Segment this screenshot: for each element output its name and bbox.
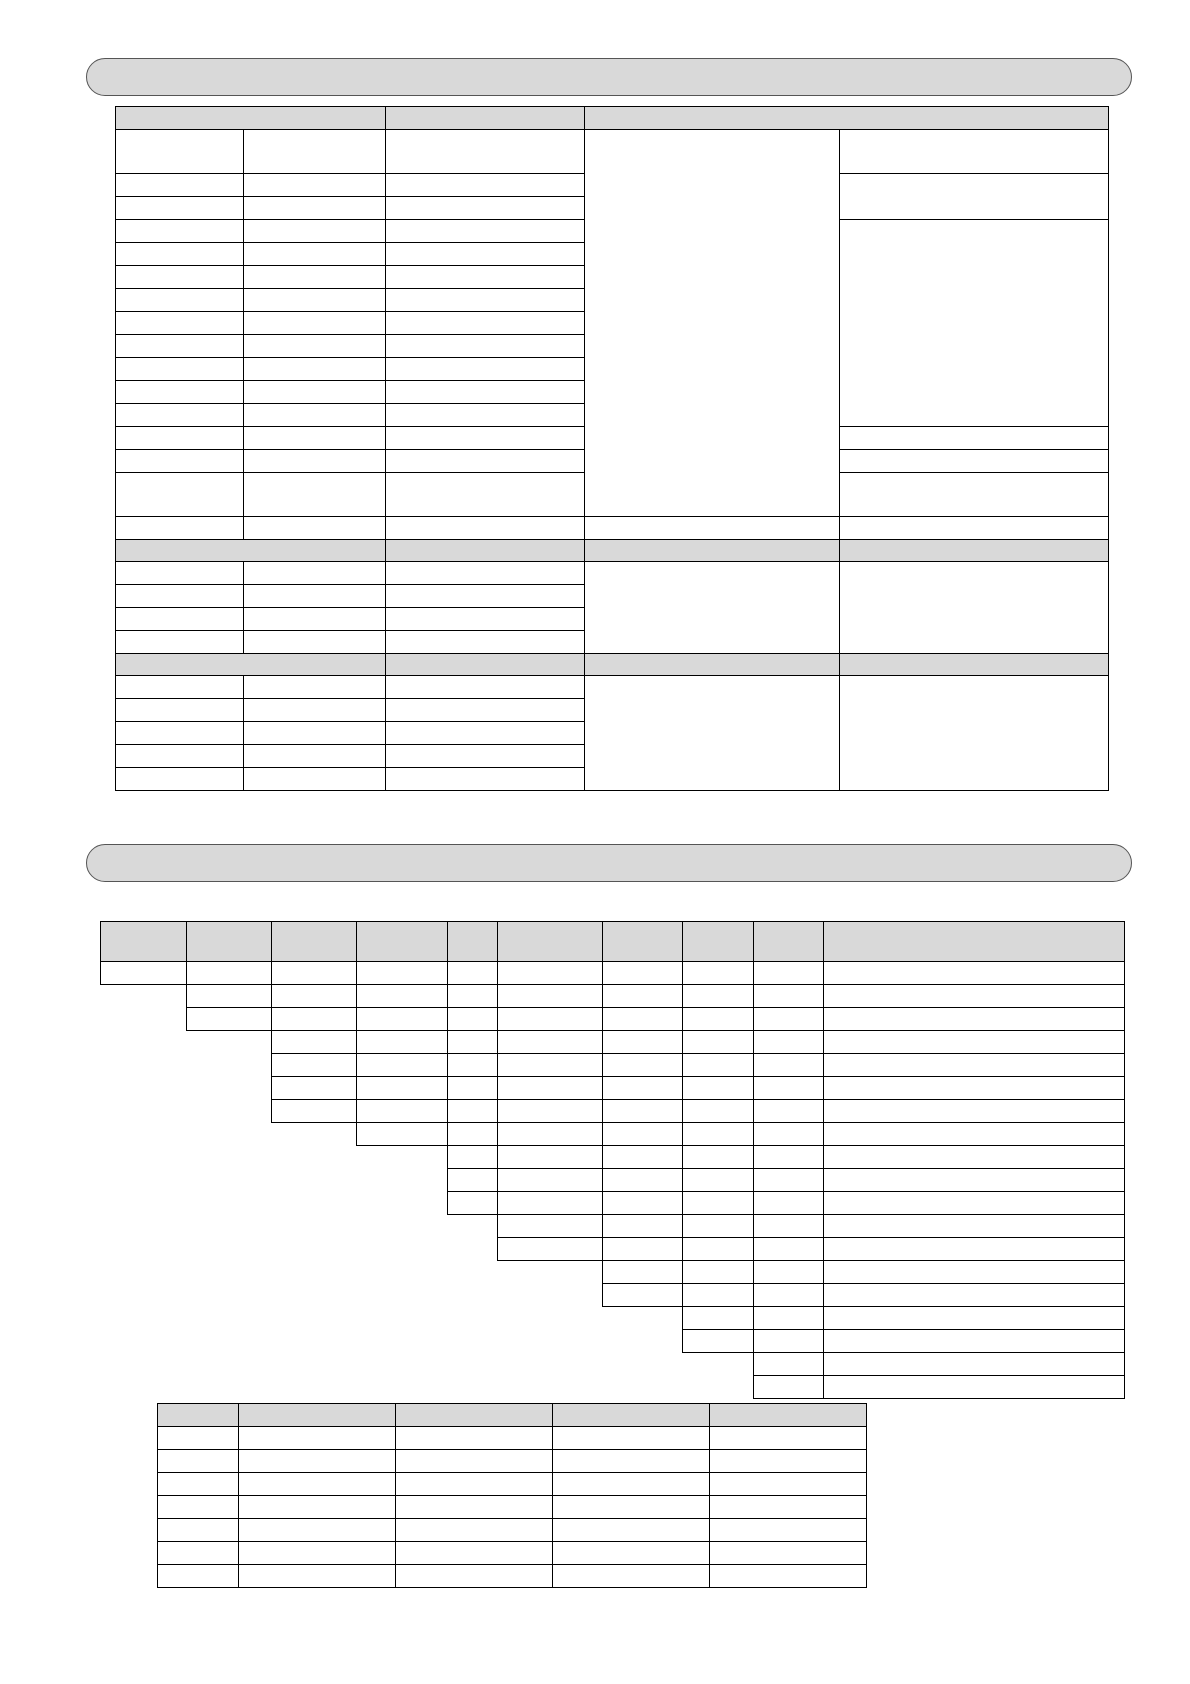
merged-cell bbox=[840, 562, 1109, 654]
group-header-row bbox=[116, 540, 1109, 562]
table-row bbox=[116, 130, 1109, 174]
table-row bbox=[116, 517, 1109, 540]
header-cell bbox=[116, 107, 386, 130]
table-row bbox=[158, 1519, 867, 1542]
merged-cell bbox=[585, 130, 840, 517]
table-row bbox=[158, 1427, 867, 1450]
merged-cell bbox=[840, 676, 1109, 791]
group-header-row bbox=[116, 654, 1109, 676]
table-row bbox=[101, 1376, 1125, 1399]
table-row bbox=[101, 1008, 1125, 1031]
table-row bbox=[101, 1146, 1125, 1169]
table-row bbox=[101, 1192, 1125, 1215]
merged-cell bbox=[585, 676, 840, 791]
merged-cell bbox=[585, 562, 840, 654]
table-row bbox=[101, 1077, 1125, 1100]
table-row bbox=[158, 1565, 867, 1588]
grid-table bbox=[157, 1403, 867, 1588]
table-row bbox=[158, 1496, 867, 1519]
staircase-table bbox=[100, 921, 1125, 1399]
table-row bbox=[158, 1473, 867, 1496]
table-row bbox=[158, 1450, 867, 1473]
table-row bbox=[101, 1215, 1125, 1238]
merged-cell bbox=[840, 174, 1109, 220]
table-header-row bbox=[101, 922, 1125, 962]
table-row bbox=[101, 1054, 1125, 1077]
table-row bbox=[101, 1123, 1125, 1146]
table-row bbox=[101, 1169, 1125, 1192]
table-header-row bbox=[116, 107, 1109, 130]
merged-cell bbox=[840, 220, 1109, 427]
table-row bbox=[101, 1238, 1125, 1261]
header-cell bbox=[386, 107, 585, 130]
table-row bbox=[101, 1100, 1125, 1123]
table-row bbox=[101, 1307, 1125, 1330]
table-row bbox=[101, 1284, 1125, 1307]
table-row bbox=[101, 1330, 1125, 1353]
section-banner-1 bbox=[86, 58, 1132, 96]
section-banner-2 bbox=[86, 844, 1132, 882]
table-row bbox=[158, 1542, 867, 1565]
table-row bbox=[101, 962, 1125, 985]
table-row bbox=[101, 1261, 1125, 1284]
table-row bbox=[101, 1031, 1125, 1054]
table-row bbox=[101, 1353, 1125, 1376]
table-row bbox=[116, 676, 1109, 699]
table-row bbox=[101, 985, 1125, 1008]
table-header-row bbox=[158, 1404, 867, 1427]
header-cell bbox=[585, 107, 1109, 130]
spec-table bbox=[115, 106, 1109, 791]
table-row bbox=[116, 562, 1109, 585]
